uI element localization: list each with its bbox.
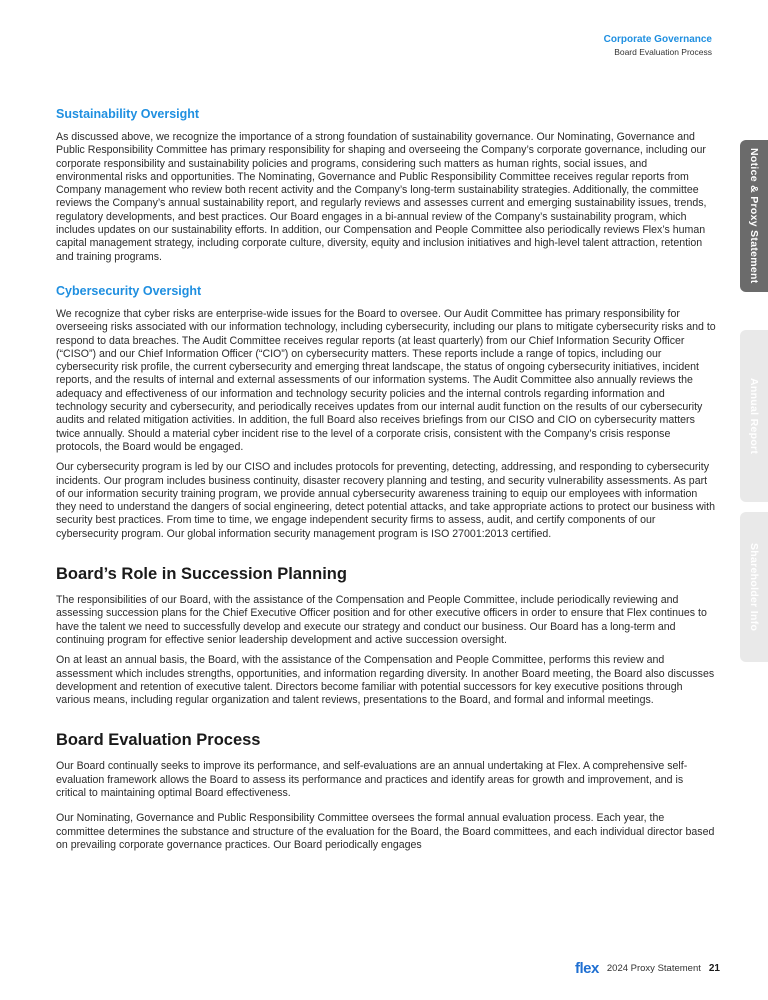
side-tab-label: Annual Report [748, 377, 760, 455]
side-tab-label: Shareholder Info [748, 542, 760, 632]
main-content [56, 106, 716, 852]
side-tab-annual-report[interactable] [740, 330, 768, 502]
side-tab-notice-proxy[interactable] [740, 140, 768, 292]
evaluation-paragraph-1: Our Board continually seeks to improve its performance, and self-evaluations are an annual undertaking at Flex. A comprehensive self-evaluation framework allows the Board to assess its performance and practices and identify areas for growth and improvement, and is critical to maintaining optimal Board effectiveness. [56, 760, 688, 799]
header-section-title: Corporate Governance [603, 34, 712, 45]
sustainability-heading: Sustainability Oversight [56, 107, 200, 121]
header-subsection-title: Board Evaluation Process [614, 47, 712, 57]
succession-heading: Board’s Role in Succession Planning [56, 565, 347, 584]
side-tab-label: Notice & Proxy Statement [748, 148, 760, 284]
flex-logo: flex [575, 960, 599, 977]
running-header [604, 34, 712, 58]
sustainability-paragraph: As discussed above, we recognize the importance of a strong foundation of sustainability governance. Our Nominating, Governance and Public Responsibility Committee has primary responsibility for shaping and overseeing the Company’s corporate governance, including our corporate responsibility and sustainability policies and programs, considering such matters as human rights, social issues, and environmental risks and opportunities. The Nominating, Governance and Public Responsibility Committee receives regular reports from Company management who review both recent activity and the Company’s long-term sustainability strategies. Additionally, the committee reviews the Company’s annual sustainability report, and regularly reviews and assesses current and emerging sustainability issues, trends, regulatory developments, and best practices. Our Board engages in a bi-annual review of the Company’s sustainability program, which includes updates on our sustainability efforts. In addition, our Compensation and People Committee also periodically reviews Flex’s human capital management strategy, including corporate culture, diversity, equity and inclusion initiatives and high-level talent attraction, retention and training programs. [56, 131, 707, 263]
succession-paragraph-1: The responsibilities of our Board, with the assistance of the Compensation and People Committee, include periodically reviewing and assessing succession plans for the Chief Executive Officer position and for other executive officers in order to ensure that Flex continues to have the talent we need to successfully develop and execute our strategy and conduct our business. Our Board has a long-term and continuing program for effective senior leadership development and active succession oversight. [56, 594, 707, 646]
evaluation-paragraph-2: Our Nominating, Governance and Public Responsibility Committee oversees the formal annual evaluation process. Each year, the committee determines the substance and structure of the evaluation for the Board, the Board committees, and each individual director based on prevailing corporate governance practices. Our Board periodically engages [56, 812, 715, 851]
page-footer [575, 960, 720, 977]
evaluation-heading: Board Evaluation Process [56, 731, 261, 750]
cybersecurity-paragraph-1: We recognize that cyber risks are enterprise-wide issues for the Board to oversee. Our Audit Committee has primary responsibility for overseeing risks associated with our information technology, including cybersecurity, including our plans to mitigate cybersecurity risks and to respond to data breaches. The Audit Committee receives regular reports (at least quarterly) from our Chief Information Security Officer (“CISO”) and our Chief Information Officer (“CIO”) on cybersecurity matters. These reports include a range of topics, including our cybersecurity risk profile, the current cybersecurity and emerging threat landscape, the status of ongoing cybersecurity initiatives, incident reports, and the results of internal and external assessments of our information systems. The Audit Committee also annually reviews the adequacy and effectiveness of our information and technology security policies and the internal controls regarding information and technology security and cybersecurity, and periodically receives updates from our internal audit function on the results of our cybersecurity audits and related mitigation activities. In addition, the full Board also receives briefings from our CISO and CIO on cybersecurity matters twice annually. Should a material cyber incident rise to the level of a corporate crisis, consistent with the Company’s crisis response protocols, the Board would be engaged. [56, 307, 716, 453]
page-number: 21 [708, 963, 720, 974]
publication-title: 2024 Proxy Statement [606, 963, 701, 974]
side-tab-shareholder-info[interactable] [740, 512, 768, 662]
cybersecurity-paragraph-2: Our cybersecurity program is led by our CISO and includes protocols for preventing, detecting, addressing, and responding to cybersecurity incidents. Our program includes business continuity, disaster recovery planning and testing, and security vulnerability assessments. As part of our information security training program, we provide annual cybersecurity awareness training to equip our employees with information they need to understand the dangers of social engineering, detect potential attacks, and take appropriate actions to protect our business with security best practices. From time to time, we engage independent security firms to assess, audit, and certify components of our cybersecurity program. Our global information security management program is ISO 27001:2013 certified. [56, 461, 716, 540]
cybersecurity-heading: Cybersecurity Oversight [56, 283, 202, 298]
succession-paragraph-2: On at least an annual basis, the Board, with the assistance of the Compensation and People Committee, performs this review and assessment which includes strengths, opportunities, and information regarding diversity. In another Board meeting, the Board also discusses development and retention of executive talent. Directors become familiar with potential successors for key executive positions through various means, including regular organization and talent reviews, presentations to the Board, and formal and informal meetings. [56, 654, 715, 707]
